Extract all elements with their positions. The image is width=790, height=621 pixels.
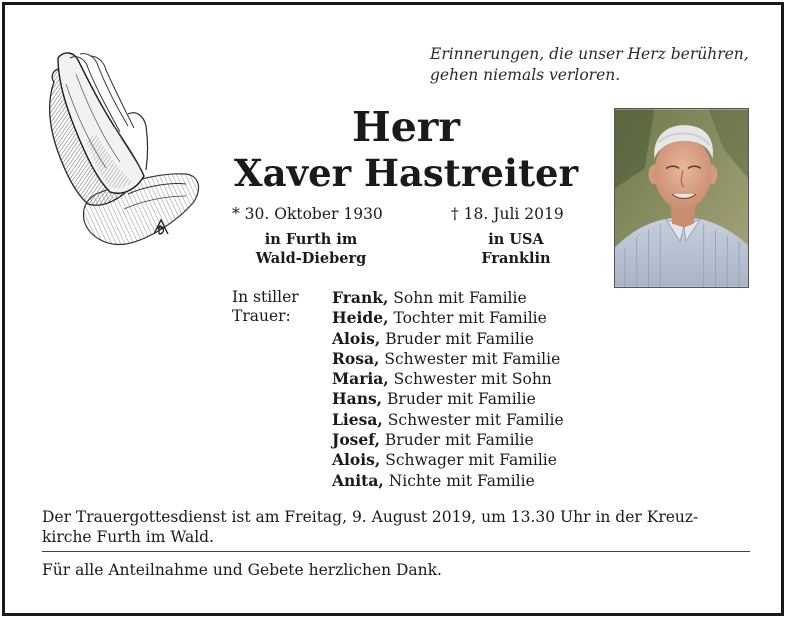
quote-line: Erinnerungen, die unser Herz berühren, [430,45,749,63]
birth-place [240,230,382,268]
mourner-relation: Schwester mit Sohn [393,370,552,389]
mourner-relation: Schwester mit Familie [387,410,564,429]
list-item [332,410,564,430]
mourner-name: Hans, [332,389,383,409]
salutation: Herr [351,103,461,151]
list-item [332,329,564,349]
mourner-relation: Schwager mit Familie [385,451,557,470]
list-item [332,349,564,369]
death-place-line: in USA [488,231,544,248]
birth-date: * 30. Oktober 1930 [232,205,383,223]
list-item [332,288,564,308]
mourner-name: Liesa, [332,409,383,429]
mourner-relation: Bruder mit Familie [384,431,534,450]
death-date: † 18. Juli 2019 [451,205,564,223]
mourner-name: Alois, [332,328,381,348]
mourners-list [332,288,564,491]
birth-place-line: in Furth im [264,231,358,248]
mourning-label-line: In stiller [232,288,299,306]
mourner-relation: Sohn mit Familie [393,289,527,307]
mourner-relation: Bruder mit Familie [387,390,536,409]
mourning-label [232,288,299,326]
mourner-name: Heide, [332,308,389,328]
mourner-name: Josef, [332,430,380,450]
list-item [332,450,564,470]
list-item [332,471,564,491]
mourner-name: Anita, [332,470,384,490]
mourner-name: Rosa, [332,348,380,368]
list-item [332,389,564,409]
list-item [332,430,564,450]
death-place-line: Franklin [481,250,551,267]
service-notice [42,507,750,547]
service-line: kirche Furth im Wald. [42,528,215,546]
memorial-quote [430,44,749,86]
thanks-line: Für alle Anteilnahme und Gebete herzlichen Dank. [42,561,442,579]
birth-place-line: Wald-Dieberg [255,250,367,267]
mourner-name: Maria, [332,369,389,389]
portrait-photo [614,108,749,288]
mourner-relation: Schwester mit Familie [384,349,561,368]
mourner-name: Alois, [332,450,381,470]
list-item [332,369,564,389]
death-place [452,230,580,268]
quote-line: gehen niemals verloren. [430,66,621,84]
service-line: Der Trauergottesdienst ist am Freitag, 9. August 2019, um 13.30 Uhr in der Kreuz- [42,508,699,526]
mourning-label-line: Trauer: [232,307,291,325]
list-item [332,308,564,328]
praying-hands-icon [36,44,206,254]
deceased-name: Xaver Hastreiter [233,151,579,195]
mourner-relation: Tochter mit Familie [393,309,547,328]
mourner-relation: Nichte mit Familie [388,471,535,490]
mourner-relation: Bruder mit Familie [385,329,534,348]
mourner-name: Frank, [332,288,389,307]
divider [42,551,750,552]
